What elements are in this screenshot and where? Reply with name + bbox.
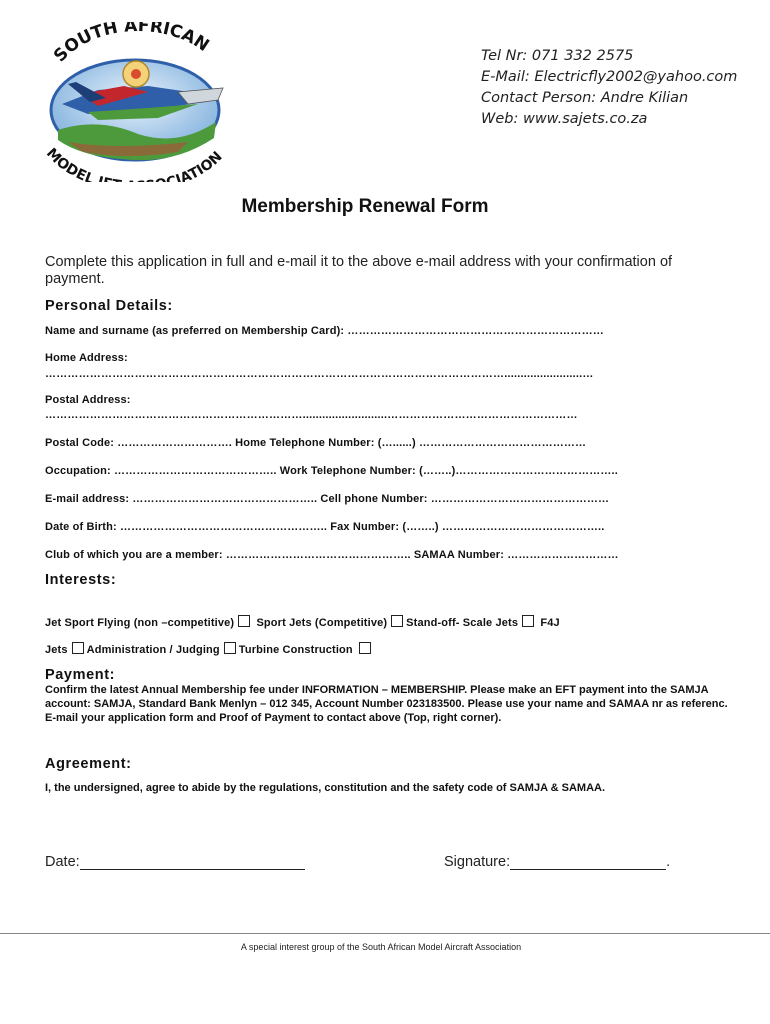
signature-row <box>444 853 670 870</box>
payment-text: Confirm the latest Annual Membership fee under INFORMATION – MEMBERSHIP. Please make an EFT payment into the SAMJA account: SAMJA, Standard Bank Menlyn – 012 345, Account Number 023183500. Please use your name and SAMAA nr as referenc. E-mail your application form and Proof of Payment to contact above (Top, right corner). <box>45 684 728 724</box>
contact-block <box>481 46 737 130</box>
interest-sport-jets-label: Sport Jets (Competitive) <box>256 617 388 629</box>
dob-field[interactable]: Date of Birth: ……………………………………………….. Fax Number: (……..) …………………………………….. <box>45 521 605 533</box>
email-field[interactable]: E-mail address: ………………………………………….. Cell phone Number: ………………………………………… <box>45 493 610 505</box>
interest-f4j-label: F4J <box>540 617 560 629</box>
interest-turbine-checkbox[interactable] <box>359 642 371 654</box>
signature-field[interactable] <box>510 853 666 870</box>
signature-label: Signature: <box>444 854 511 870</box>
interest-sport-jets-checkbox[interactable] <box>391 615 403 627</box>
interest-admin-label: Administration / Judging <box>86 644 220 656</box>
signature-end: . <box>666 854 671 870</box>
contact-person: Contact Person: Andre Kilian <box>481 90 689 106</box>
postal-code-field[interactable]: Postal Code: …………………………. Home Telephone Number: (…......) ……………………………………… <box>45 437 587 449</box>
home-address-field[interactable]: ……………………………………………………………………………………………………………........................… <box>45 368 594 380</box>
date-label: Date: <box>45 854 80 870</box>
logo-graphic <box>28 22 243 182</box>
interest-f4j-jets-checkbox[interactable] <box>72 642 84 654</box>
interest-scale-jets-checkbox[interactable] <box>522 615 534 627</box>
payment-heading: Payment: <box>45 667 116 683</box>
interests-row-1 <box>45 615 560 629</box>
form-title: Membership Renewal Form <box>241 196 489 217</box>
date-row <box>45 853 305 870</box>
footer-rule <box>0 933 770 934</box>
postal-address-label: Postal Address: <box>45 394 131 406</box>
contact-email: E-Mail: Electricfly2002@yahoo.com <box>481 69 738 85</box>
logo-bottom-text: MODEL IATION <box>42 145 226 182</box>
interest-admin-checkbox[interactable] <box>224 642 236 654</box>
intro-text: Complete this application in full and e-mail it to the above e-mail address with your confirmation of payment. <box>45 254 673 287</box>
interest-scale-jets-label: Stand-off- Scale Jets <box>406 617 519 629</box>
interest-turbine-label: Turbine Construction <box>238 644 353 656</box>
interest-jet-sport-label: Jet Sport Flying (non –competitive) <box>45 617 235 629</box>
contact-tel: Tel Nr: 071 332 2575 <box>481 48 634 64</box>
name-field[interactable]: Name and surname (as preferred on Membership Card): …………………………………………………………… <box>45 325 604 337</box>
postal-address-field[interactable]: ……………………………………………………………..........................…………………………………………… <box>45 409 578 421</box>
club-field[interactable]: Club of which you are a member: ………………………………………….. SAMAA Number: ………………………… <box>45 549 619 561</box>
date-field[interactable] <box>80 853 305 870</box>
samja-logo <box>28 22 243 182</box>
footer-text: A special interest group of the South African Model Aircraft Association <box>240 942 522 952</box>
interests-heading: Interests: <box>45 572 117 588</box>
interest-jet-sport-checkbox[interactable] <box>238 615 250 627</box>
interests-row-2 <box>45 642 374 656</box>
home-address-label: Home Address: <box>45 352 128 364</box>
occupation-field[interactable]: Occupation: …………………………………….. Work Telephone Number: (……..)…………………………………….. <box>45 465 618 477</box>
agreement-text: I, the undersigned, agree to abide by the regulations, constitution and the safety code of SAMJA & SAMAA. <box>45 782 606 794</box>
agreement-heading: Agreement: <box>45 756 132 772</box>
interest-jets-label: Jets <box>45 644 68 656</box>
contact-web: Web: www.sajets.co.za <box>481 111 648 127</box>
logo-top-text: SOUTH AFRICAN <box>49 22 213 67</box>
personal-details-heading: Personal Details: <box>45 298 173 314</box>
